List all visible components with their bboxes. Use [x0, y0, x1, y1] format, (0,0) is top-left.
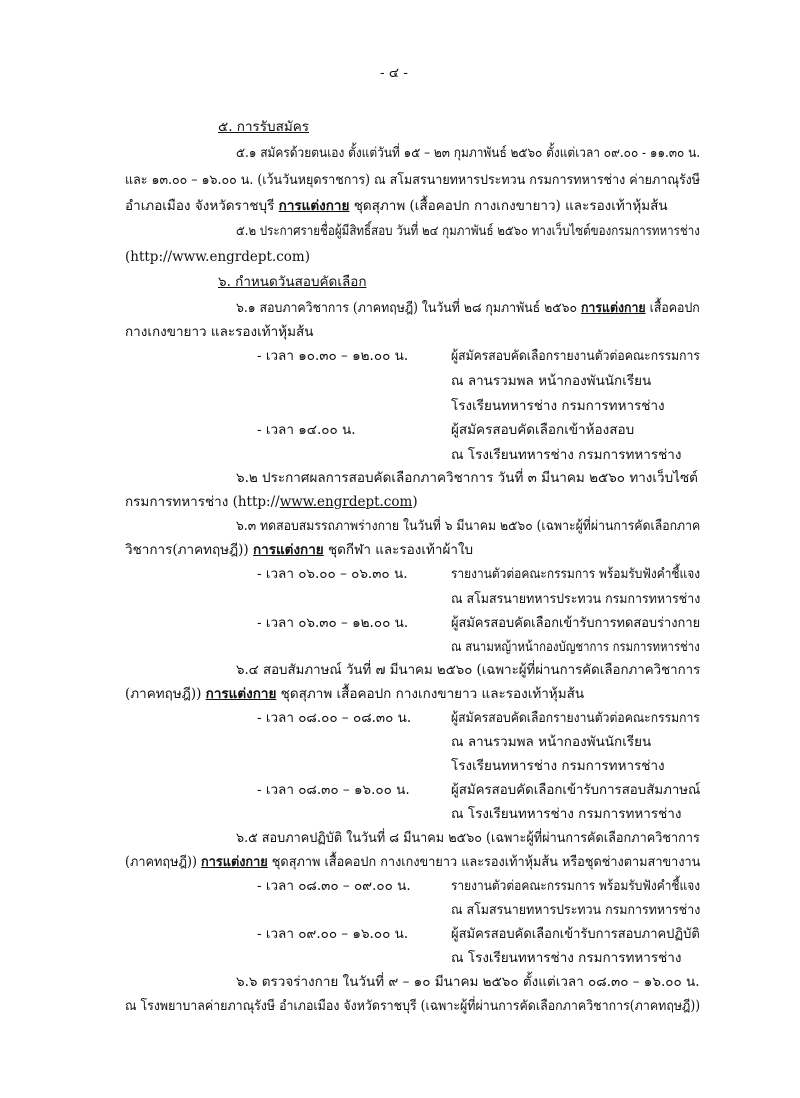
section-5-2-line-1: ๕.๒ ประกาศรายชื่อผู้มีสิทธิ์สอบ วันที่ ๒๔ กุมภาพันธ์ ๒๕๖๐ ทางเว็บไซต์ของกรมการทหารช่าง: [236, 223, 700, 239]
text: ชุดกีฬา และรองเท้าผ้าใบ: [323, 542, 474, 558]
website-link[interactable]: www.engrdept.com: [279, 494, 413, 510]
dress-code-label: การแต่งกาย: [252, 542, 324, 558]
section-6-heading: ๖. กำหนดวันสอบคัดเลือก: [218, 274, 367, 290]
schedule-time: - เวลา ๐๖.๐๐ – ๐๖.๓๐ น.: [257, 566, 408, 582]
schedule-time: - เวลา ๑๔.๐๐ น.: [257, 422, 356, 438]
text: ๖.๑ สอบภาควิชาการ (ภาคทฤษฎี) ในวันที่ ๒๘ กุมภาพันธ์ ๒๕๖๐: [236, 300, 581, 316]
schedule-detail: ณ โรงเรียนทหารช่าง กรมการทหารช่าง: [451, 447, 682, 463]
text: วิชาการ(ภาคทฤษฎี)): [125, 542, 253, 558]
schedule-detail: ณ ลานรวมพล หน้ากองพันนักเรียน: [451, 734, 652, 750]
schedule-detail: ผู้สมัครสอบคัดเลือกเข้ารับการทดสอบร่างกาย: [451, 615, 701, 631]
schedule-time: - เวลา ๑๐.๓๐ – ๑๒.๐๐ น.: [257, 348, 409, 364]
schedule-time: - เวลา ๐๖.๓๐ – ๑๒.๐๐ น.: [257, 615, 409, 631]
schedule-detail: ผู้สมัครสอบคัดเลือกเข้าห้องสอบ: [451, 422, 635, 438]
section-6-1-line-1: [236, 298, 700, 318]
section-6-4-line-1: ๖.๔ สอบสัมภาษณ์ วันที่ ๗ มีนาคม ๒๕๖๐ (เฉพาะผู้ที่ผ่านการคัดเลือกภาควิชาการ: [236, 662, 701, 678]
section-6-6-line-1: ๖.๖ ตรวจร่างกาย ในวันที่ ๙ – ๑๐ มีนาคม ๒๕๖๐ ตั้งแต่เวลา ๐๘.๓๐ – ๑๖.๐๐ น.: [236, 974, 700, 990]
schedule-detail: รายงานตัวต่อคณะกรรมการ พร้อมรับฟังคำชี้แจง: [451, 566, 701, 582]
schedule-detail: ณ สโมสรนายทหารประทวน กรมการทหารช่าง: [451, 591, 701, 607]
section-5-1-line-3: [125, 196, 668, 216]
section-6-3-line-1: ๖.๓ ทดสอบสมรรถภาพร่างกาย ในวันที่ ๖ มีนาคม ๒๕๖๐ (เฉพาะผู้ที่ผ่านการคัดเลือกภาค: [236, 518, 701, 534]
schedule-time: - เวลา ๐๙.๐๐ – ๑๖.๐๐ น.: [257, 926, 409, 942]
schedule-detail: ผู้สมัครสอบคัดเลือกเข้ารับการสอบภาคปฏิบัติ: [451, 926, 700, 942]
section-6-2-line-1: ๖.๒ ประกาศผลการสอบคัดเลือกภาควิชาการ วันที่ ๓ มีนาคม ๒๕๖๐ ทางเว็บไซต์: [236, 470, 698, 486]
schedule-time: - เวลา ๐๘.๐๐ – ๐๘.๓๐ น.: [257, 710, 412, 726]
text: ): [412, 494, 418, 510]
text: ชุดสุภาพ เสื้อคอปก กางเกงขายาว และรองเท้าหุ้มส้น หรือชุดช่างตามสาขางาน: [267, 854, 701, 870]
text: ชุดสุภาพ (เสื้อคอปก กางเกงขายาว) และรองเท้าหุ้มส้น: [349, 198, 668, 214]
text: (ภาคทฤษฎี)): [125, 854, 202, 870]
section-6-4-line-2: [125, 684, 584, 704]
dress-code-label: การแต่งกาย: [201, 854, 268, 870]
page-number: - ๔ -: [380, 65, 408, 81]
schedule-detail: ผู้สมัครสอบคัดเลือกเข้ารับการสอบสัมภาษณ์: [451, 782, 701, 798]
section-5-1-line-1: ๕.๑ สมัครด้วยตนเอง ตั้งแต่วันที่ ๑๕ – ๒๓ กุมภาพันธ์ ๒๕๖๐ ตั้งแต่เวลา ๐๙.๐๐ - ๑๑.๓๐ น.: [236, 145, 701, 161]
section-6-5-line-2: [125, 852, 700, 872]
section-5-heading: ๕. การรับสมัคร: [218, 119, 310, 135]
schedule-detail: ณ สนามหญ้าหน้ากองบัญชาการ กรมการทหารช่าง: [451, 639, 700, 655]
dress-code-label: การแต่งกาย: [278, 198, 350, 214]
section-6-2-line-2: [125, 492, 418, 512]
schedule-detail: ผู้สมัครสอบคัดเลือกรายงานตัวต่อคณะกรรมการ: [451, 348, 700, 364]
dress-code-label: การแต่งกาย: [580, 300, 646, 316]
section-6-1-line-2: กางเกงขายาว และรองเท้าหุ้มส้น: [125, 324, 314, 340]
schedule-detail: ผู้สมัครสอบคัดเลือกรายงานตัวต่อคณะกรรมการ: [451, 710, 700, 726]
schedule-detail: ณ โรงเรียนทหารช่าง กรมการทหารช่าง: [451, 806, 682, 822]
schedule-detail: โรงเรียนทหารช่าง กรมการทหารช่าง: [451, 398, 665, 414]
section-5-1-line-2: และ ๑๓.๐๐ – ๑๖.๐๐ น. (เว้นวันหยุดราชการ) ณ สโมสรนายทหารประทวน กรมการทหารช่าง ค่ายภาณุรังษี: [125, 172, 701, 188]
schedule-detail: รายงานตัวต่อคณะกรรมการ พร้อมรับฟังคำชี้แจง: [451, 878, 701, 894]
schedule-time: - เวลา ๐๘.๓๐ – ๐๙.๐๐ น.: [257, 878, 411, 894]
text: ชุดสุภาพ เสื้อคอปก กางเกงขายาว และรองเท้าหุ้มส้น: [276, 686, 585, 702]
schedule-detail: ณ ลานรวมพล หน้ากองพันนักเรียน: [451, 373, 652, 389]
schedule-time: - เวลา ๐๘.๓๐ – ๑๖.๐๐ น.: [257, 782, 410, 798]
schedule-detail: ณ สโมสรนายทหารประทวน กรมการทหารช่าง: [451, 902, 701, 918]
section-6-6-line-2: ณ โรงพยาบาลค่ายภาณุรังษี อำเภอเมือง จังหวัดราชบุรี (เฉพาะผู้ที่ผ่านการคัดเลือกภาควิชาการ(ภาคทฤษฎี)): [125, 998, 701, 1014]
section-6-5-line-1: ๖.๕ สอบภาคปฏิบัติ ในวันที่ ๘ มีนาคม ๒๕๖๐ (เฉพาะผู้ที่ผ่านการคัดเลือกภาควิชาการ: [236, 830, 700, 846]
schedule-detail: โรงเรียนทหารช่าง กรมการทหารช่าง: [451, 758, 665, 774]
text: กรมการทหารช่าง (http://: [125, 494, 280, 510]
section-6-3-line-2: [125, 540, 473, 560]
schedule-detail: ณ โรงเรียนทหารช่าง กรมการทหารช่าง: [451, 950, 682, 966]
dress-code-label: การแต่งกาย: [205, 686, 277, 702]
text: อำเภอเมือง จังหวัดราชบุรี: [125, 198, 279, 214]
text: เสื้อคอปก: [645, 300, 700, 316]
section-5-2-line-2: (http://www.engrdept.com): [125, 249, 310, 265]
text: (ภาคทฤษฎี)): [125, 686, 206, 702]
